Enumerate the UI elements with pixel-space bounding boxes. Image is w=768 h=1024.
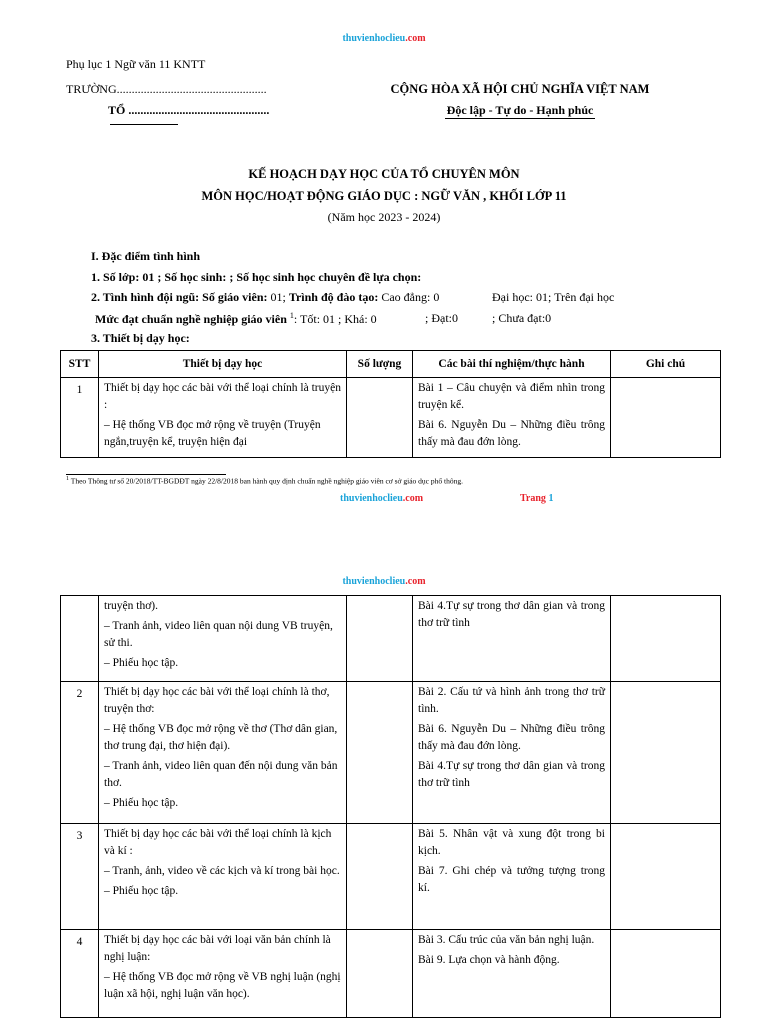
row-notes [611,682,721,824]
row-lessons [413,824,611,930]
lesson-line: Bài 4.Tự sự trong thơ dân gian và trong thơ trữ tình [418,600,605,629]
row-stt: 4 [61,930,99,1018]
row-quantity [347,596,413,682]
row-equipment [99,596,347,682]
site-watermark-footer [340,493,423,504]
row-equipment [99,824,347,930]
table-row [61,682,721,824]
equipment-line: – Hệ thống VB đọc mở rộng về VB nghị luận (nghị luận xã hội, nghị luận văn học). [104,971,341,1000]
equipment-line: – Phiếu học tập. [104,885,179,897]
table-header-row [61,351,721,378]
lesson-line: Bài 4.Tự sự trong thơ dân gian và trong thơ trữ tình [418,760,605,789]
row-lessons [413,682,611,824]
footnote [66,476,463,486]
row-stt [61,596,99,682]
doc-title: KẾ HOẠCH DẠY HỌC CỦA TỔ CHUYÊN MÔN [248,167,520,181]
equipment-heading: 3. Thiết bị dạy học: [91,331,190,345]
lesson-line: Bài 5. Nhân vật và xung đột trong bi kịch. [418,828,605,857]
equipment-line: Thiết bị dạy học các bài với thể loại chính là thơ, truyện thơ: [104,686,330,715]
appendix-label: Phụ lục 1 Ngữ văn 11 KNTT [66,57,206,71]
motto [370,103,670,118]
motto-text: Độc lập - Tự do - Hạnh phúc [446,103,594,117]
staff-label: 2. Tình hình đội ngũ: Số giáo viên: [91,290,271,304]
row-equipment [99,930,347,1018]
site-tld: .com [405,33,426,44]
school-line: TRƯỜNG.................................................. [66,82,267,96]
row-lessons [413,596,611,682]
team-line: TỔ ............................................... [108,103,270,117]
doc-subtitle: MÔN HỌC/HOẠT ĐỘNG GIÁO DỤC : NGỮ VĂN , KHỐI LỚP 11 [201,189,567,203]
lesson-line: Bài 6. Nguyễn Du – Những điều trông thấy mà đau đớn lòng. [418,419,605,448]
equipment-line: Thiết bị dạy học các bài với thể loại chính là truyện : [104,382,341,411]
header-quantity: Số lượng [347,351,413,378]
lesson-line: Bài 9. Lựa chọn và hành động. [418,954,560,966]
equipment-line: – Hệ thống VB đọc mở rộng về thơ (Thơ dân gian, thơ trung đại, thơ hiện đại). [104,723,338,752]
equipment-line: – Phiếu học tập. [104,657,179,669]
table-row [61,378,721,458]
team-underline [110,124,178,125]
equipment-line: Thiết bị dạy học các bài với loại văn bản chính là nghị luận: [104,934,331,963]
site-name: thuvienhoclieu [342,576,406,587]
row-stt: 3 [61,824,99,930]
standard-pass: ; Đạt:0 [425,311,458,325]
row-quantity [347,824,413,930]
row-notes [611,378,721,458]
equipment-line: truyện thơ). [104,600,158,612]
equipment-line: – Tranh, ảnh, video về các kịch và kí trong bài học. [104,865,340,877]
row-equipment [99,682,347,824]
row-lessons [413,378,611,458]
equipment-table-page1 [60,350,721,458]
header-stt: STT [61,351,99,378]
row-stt: 2 [61,682,99,824]
row-stt: 1 [61,378,99,458]
page-number-value: 1 [548,493,554,504]
equipment-line: – Hệ thống VB đọc mở rộng về truyện (Truyện ngắn,truyện kể, truyện hiện đại [104,419,321,448]
footnote-ref: 1 [289,311,294,320]
lesson-line: Bài 7. Ghi chép và tưởng tượng trong kí. [418,865,605,894]
lesson-line: Bài 2. Cấu tứ và hình ảnh trong thơ trữ tình. [418,686,605,715]
class-info: 1. Số lớp: 01 ; Số học sinh: ; Số học sinh học chuyên đề lựa chọn: [91,270,422,284]
staff-info [91,290,711,305]
table-row [61,824,721,930]
row-notes [611,596,721,682]
site-name: thuvienhoclieu [342,33,406,44]
row-equipment [99,378,347,458]
staff-count: 01; [270,290,289,304]
equipment-line: Thiết bị dạy học các bài với thể loại chính là kịch và kí : [104,828,332,857]
table-row [61,930,721,1018]
section-heading: I. Đặc điểm tình hình [91,249,201,263]
equipment-line: – Tranh ảnh, video liên quan nội dung VB truyện, sử thi. [104,620,333,649]
training-college: Cao đẳng: 0 [381,290,440,304]
school-year: (Năm học 2023 - 2024) [327,210,441,224]
header-equipment: Thiết bị dạy học [99,351,347,378]
standard-good: : Tốt: 01 ; Khá: 0 [293,312,377,326]
standard-label: Mức đạt chuẩn nghề nghiệp giáo viên [95,312,290,326]
site-watermark-page2 [0,576,768,587]
table-row [61,596,721,682]
footnote-text: Theo Thông tư số 20/2018/TT-BGDĐT ngày 22/8/2018 ban hành quy định chuẩn nghề nghiệp giáo viên cơ sở giáo dục phổ thông. [69,476,463,486]
page-number [520,493,553,504]
header-notes: Ghi chú [611,351,721,378]
training-university: Đại học: 01; Trên đại học [492,290,615,304]
standard-info [95,311,715,327]
row-lessons [413,930,611,1018]
row-quantity [347,930,413,1018]
site-tld: .com [402,493,424,504]
training-label: Trình độ đào tạo: [288,290,382,304]
equipment-line: – Phiếu học tập. [104,797,179,809]
equipment-line: – Tranh ảnh, video liên quan đến nội dung văn bản thơ. [104,760,338,789]
standard-fail: ; Chưa đạt:0 [492,311,552,325]
site-watermark-top [0,33,768,44]
lesson-line: Bài 6. Nguyễn Du – Những điều trông thấy mà đau đớn lòng. [418,723,605,752]
footnote-mark: 1 [66,476,69,482]
lesson-line: Bài 1 – Câu chuyện và điểm nhìn trong truyện kể. [418,382,605,411]
row-notes [611,930,721,1018]
row-quantity [347,682,413,824]
lesson-line: Bài 3. Cấu trúc của văn bản nghị luận. [418,934,595,946]
header-lessons: Các bài thí nghiệm/thực hành [413,351,611,378]
row-quantity [347,378,413,458]
row-notes [611,824,721,930]
site-name: thuvienhoclieu [340,493,403,504]
republic-title: CỘNG HÒA XÃ HỘI CHỦ NGHĨA VIỆT NAM [390,82,650,96]
footnote-divider [66,474,226,475]
equipment-table-page2 [60,595,721,1018]
page-label: Trang [520,493,549,504]
site-tld: .com [405,576,426,587]
